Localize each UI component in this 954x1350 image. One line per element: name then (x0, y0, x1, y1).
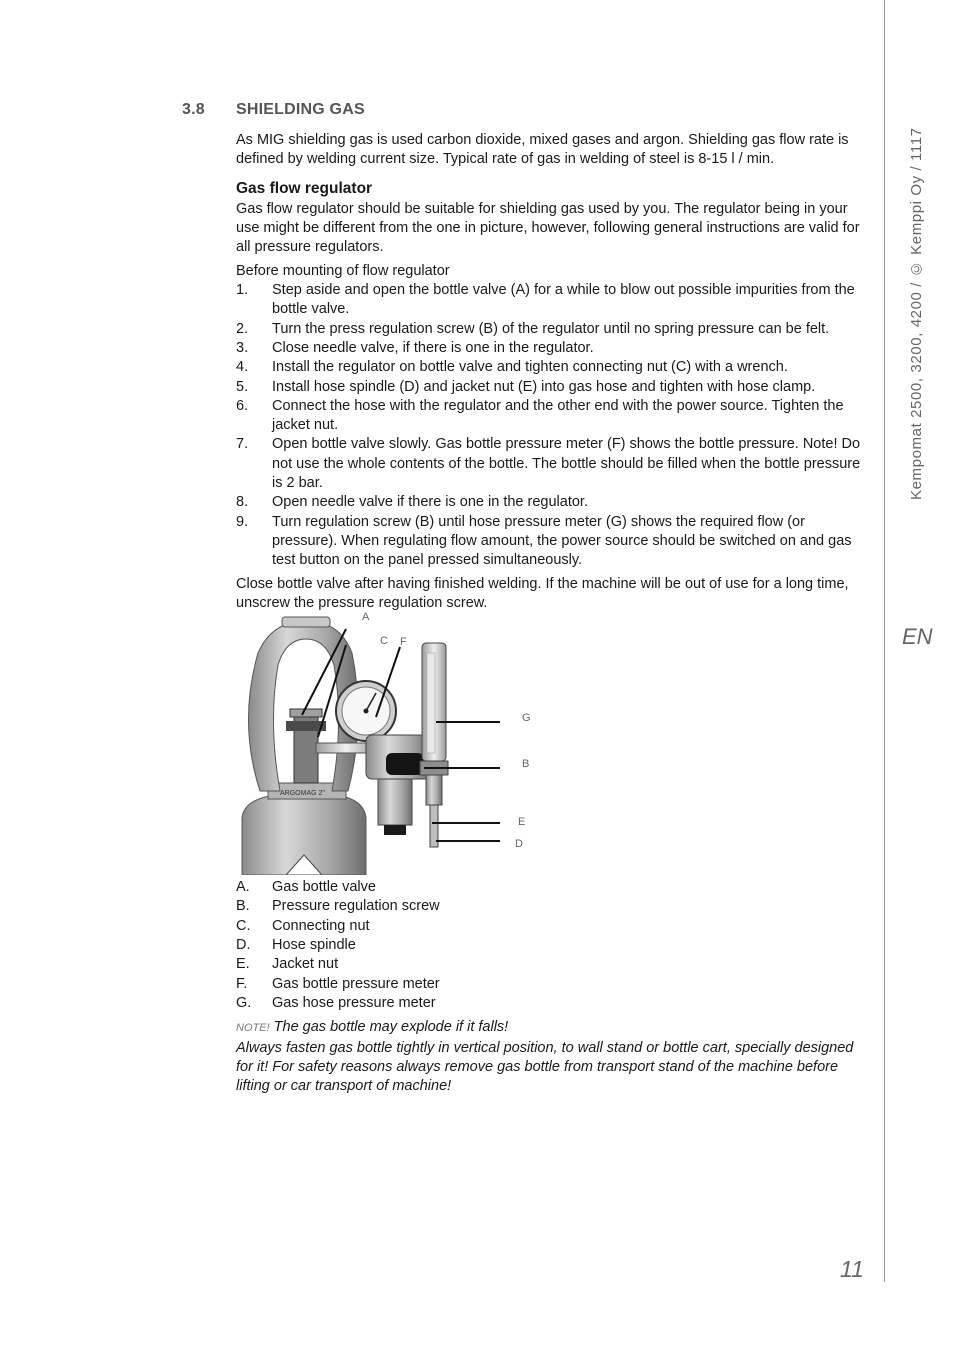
list-item: 8. Open needle valve if there is one in the regulator. (236, 494, 588, 511)
list-item: C. Connecting nut (236, 917, 370, 934)
language-tag: EN (902, 624, 933, 649)
list-item: D. Hose spindle (236, 937, 356, 954)
list-item: F. Gas bottle pressure meter (236, 975, 440, 992)
note-first-line: The gas bottle may explode if it falls! (273, 1019, 509, 1036)
list-item: B. Pressure regulation screw (236, 898, 440, 915)
label-b: B (522, 758, 530, 771)
label-e: E (518, 816, 526, 829)
label-f: F (400, 636, 407, 649)
figure-legend (236, 878, 862, 1013)
list-item: 7. Open bottle valve slowly. Gas bottle pressure meter (F) shows the bottle pressure. Note! Do not use the whole contents of the bottle. The bottle should be filled when the bottle pressure is 2 bar. (236, 436, 861, 492)
label-d: D (515, 838, 523, 851)
list-item: 5. Install hose spindle (D) and jacket nut (E) into gas hose and tighten with hose clamp. (236, 378, 816, 395)
section-heading (182, 101, 365, 119)
regulator-figure (236, 613, 862, 875)
label-a: A (362, 611, 370, 624)
list-item: 4. Install the regulator on bottle valve and tighten connecting nut (C) with a wrench. (236, 359, 788, 376)
label-c: C (380, 635, 388, 648)
list-item: 3. Close needle valve, if there is one in the regulator. (236, 339, 594, 356)
safety-note (236, 1018, 862, 1096)
page-number: 11 (840, 1256, 864, 1282)
steps-heading: Before mounting of flow regulator (236, 262, 450, 279)
gas-regulator-illustration (236, 613, 536, 875)
section-content (236, 131, 862, 1096)
section-number: 3.8 (182, 101, 205, 118)
note-body: Always fasten gas bottle tightly in vertical position, to wall stand or bottle cart, specially designed for it! For safety reasons always remove gas bottle from transport stand of the machine before lifting or car transport of machine! (236, 1039, 854, 1095)
bottle-label: ARGOMAG 2" (280, 790, 325, 798)
list-item: G. Gas hose pressure meter (236, 994, 436, 1011)
label-g: G (522, 712, 531, 725)
document-reference: Kempomat 2500, 3200, 4200 / © Kemppi Oy / 1117 (908, 127, 925, 500)
list-item: A. Gas bottle valve (236, 879, 376, 896)
regulator-intro: Gas flow regulator should be suitable for shielding gas used by you. The regulator being in your use might be different from the one in picture, however, following general instructions are valid for all pressure regulators. (236, 200, 860, 256)
side-rule (884, 0, 885, 1282)
list-item: 1. Step aside and open the bottle valve (A) for a while to blow out possible impurities from the bottle valve. (236, 282, 855, 318)
shielding-gas-intro: As MIG shielding gas is used carbon dioxide, mixed gases and argon. Shielding gas flow rate is defined by welding current size. Typical rate of gas in welding of steel is 8-15 l / min. (236, 132, 849, 168)
note-label: NOTE! (236, 1022, 270, 1035)
section-title: SHIELDING GAS (236, 101, 365, 118)
list-item: 6. Connect the hose with the regulator and the other end with the power source. Tighten the jacket nut. (236, 397, 844, 434)
list-item: E. Jacket nut (236, 956, 339, 973)
list-item: 9. Turn regulation screw (B) until hose pressure meter (G) shows the required flow (or pressure). When regulating flow amount, the power source should be switched on and gas test button on the panel pressed simultaneously. (236, 513, 852, 569)
list-item: 2. Turn the press regulation screw (B) of the regulator until no spring pressure can be felt. (236, 320, 830, 337)
mounting-steps (236, 281, 862, 570)
regulator-heading: Gas flow regulator (236, 179, 373, 197)
closing-instruction: Close bottle valve after having finished welding. If the machine will be out of use for a long time, unscrew the pressure regulation screw. (236, 575, 849, 611)
